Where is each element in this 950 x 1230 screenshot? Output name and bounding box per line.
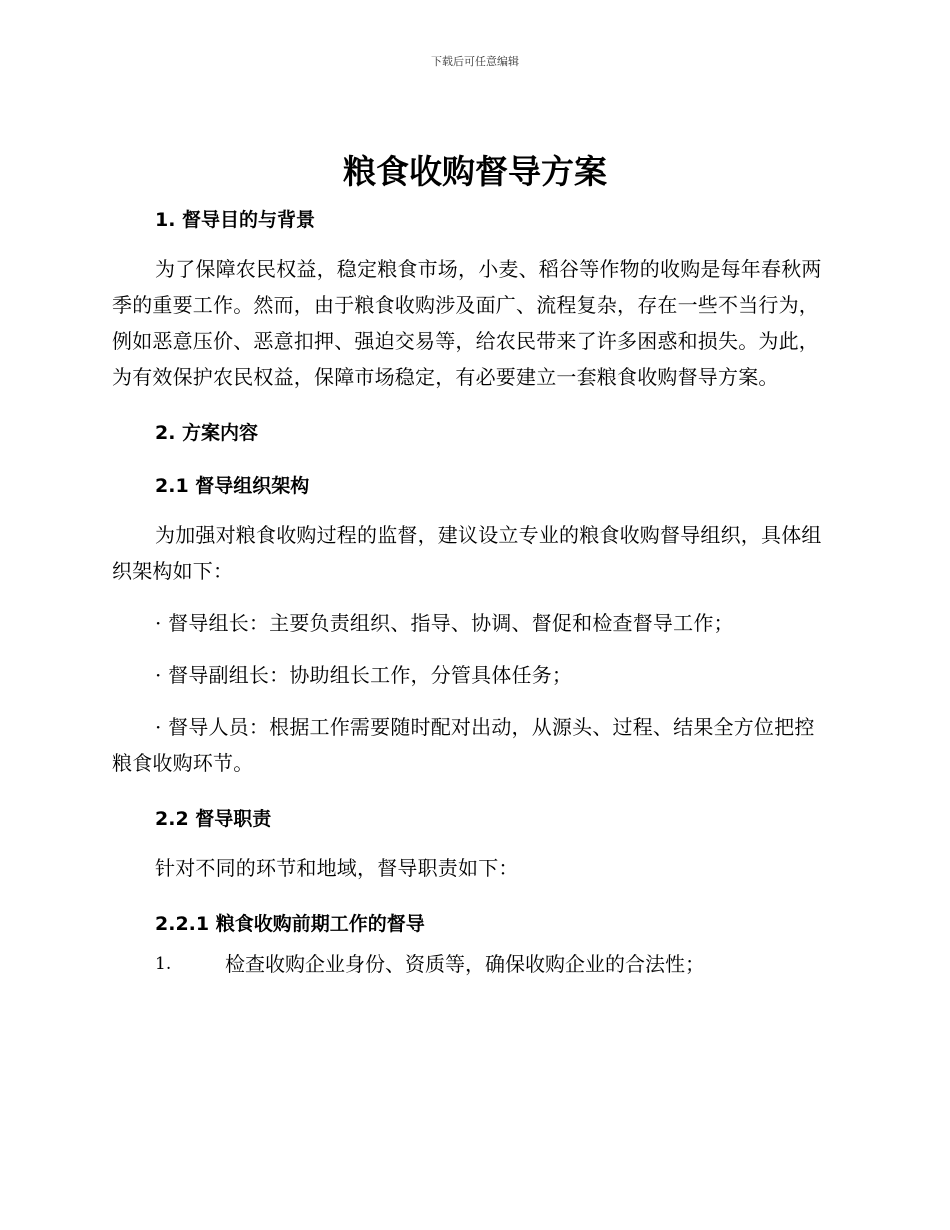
section-heading-2: 2. 方案内容 bbox=[155, 422, 259, 444]
item-number: 1. bbox=[155, 954, 172, 974]
page-header-note: 下载后可任意编辑 bbox=[431, 55, 519, 68]
bullet-item-leader: · 督导组长：主要负责组织、指导、协调、督促和检查督导工作； bbox=[155, 611, 734, 635]
section-1-paragraph: 为了保障农民权益，稳定粮食市场，小麦、稻谷等作物的收购是每年春秋两季的重要工作。然而，由于粮食收购涉及面广、流程复杂，存在一些不当行为，例如恶意压价、恶意扣押、强迫交易等，给农民带来了许多困惑和损失。为此，为有效保护农民权益，保障市场稳定，有必要建立一套粮食收购督导方案。 bbox=[112, 257, 822, 389]
bullet-item-staff: · 督导人员：根据工作需要随时配对出动，从源头、过程、结果全方位把控粮食收购环节。 bbox=[112, 715, 815, 775]
document-body bbox=[112, 198, 832, 982]
section-heading-2-2: 2.2 督导职责 bbox=[155, 808, 272, 830]
section-heading-1: 1. 督导目的与背景 bbox=[155, 209, 316, 231]
section-heading-2-1: 2.1 督导组织架构 bbox=[155, 475, 310, 497]
section-2-2-paragraph: 针对不同的环节和地域，督导职责如下： bbox=[155, 856, 519, 880]
section-2-1-paragraph: 为加强对粮食收购过程的监督，建议设立专业的粮食收购督导组织，具体组织架构如下： bbox=[112, 523, 822, 583]
numbered-item bbox=[112, 946, 832, 982]
bullet-item-deputy-leader: · 督导副组长：协助组长工作，分管具体任务； bbox=[155, 663, 573, 687]
section-heading-2-2-1: 2.2.1 粮食收购前期工作的督导 bbox=[155, 913, 425, 935]
document-title: 粮食收购督导方案 bbox=[343, 152, 607, 191]
item-text: 检查收购企业身份、资质等，确保收购企业的合法性； bbox=[225, 952, 705, 976]
